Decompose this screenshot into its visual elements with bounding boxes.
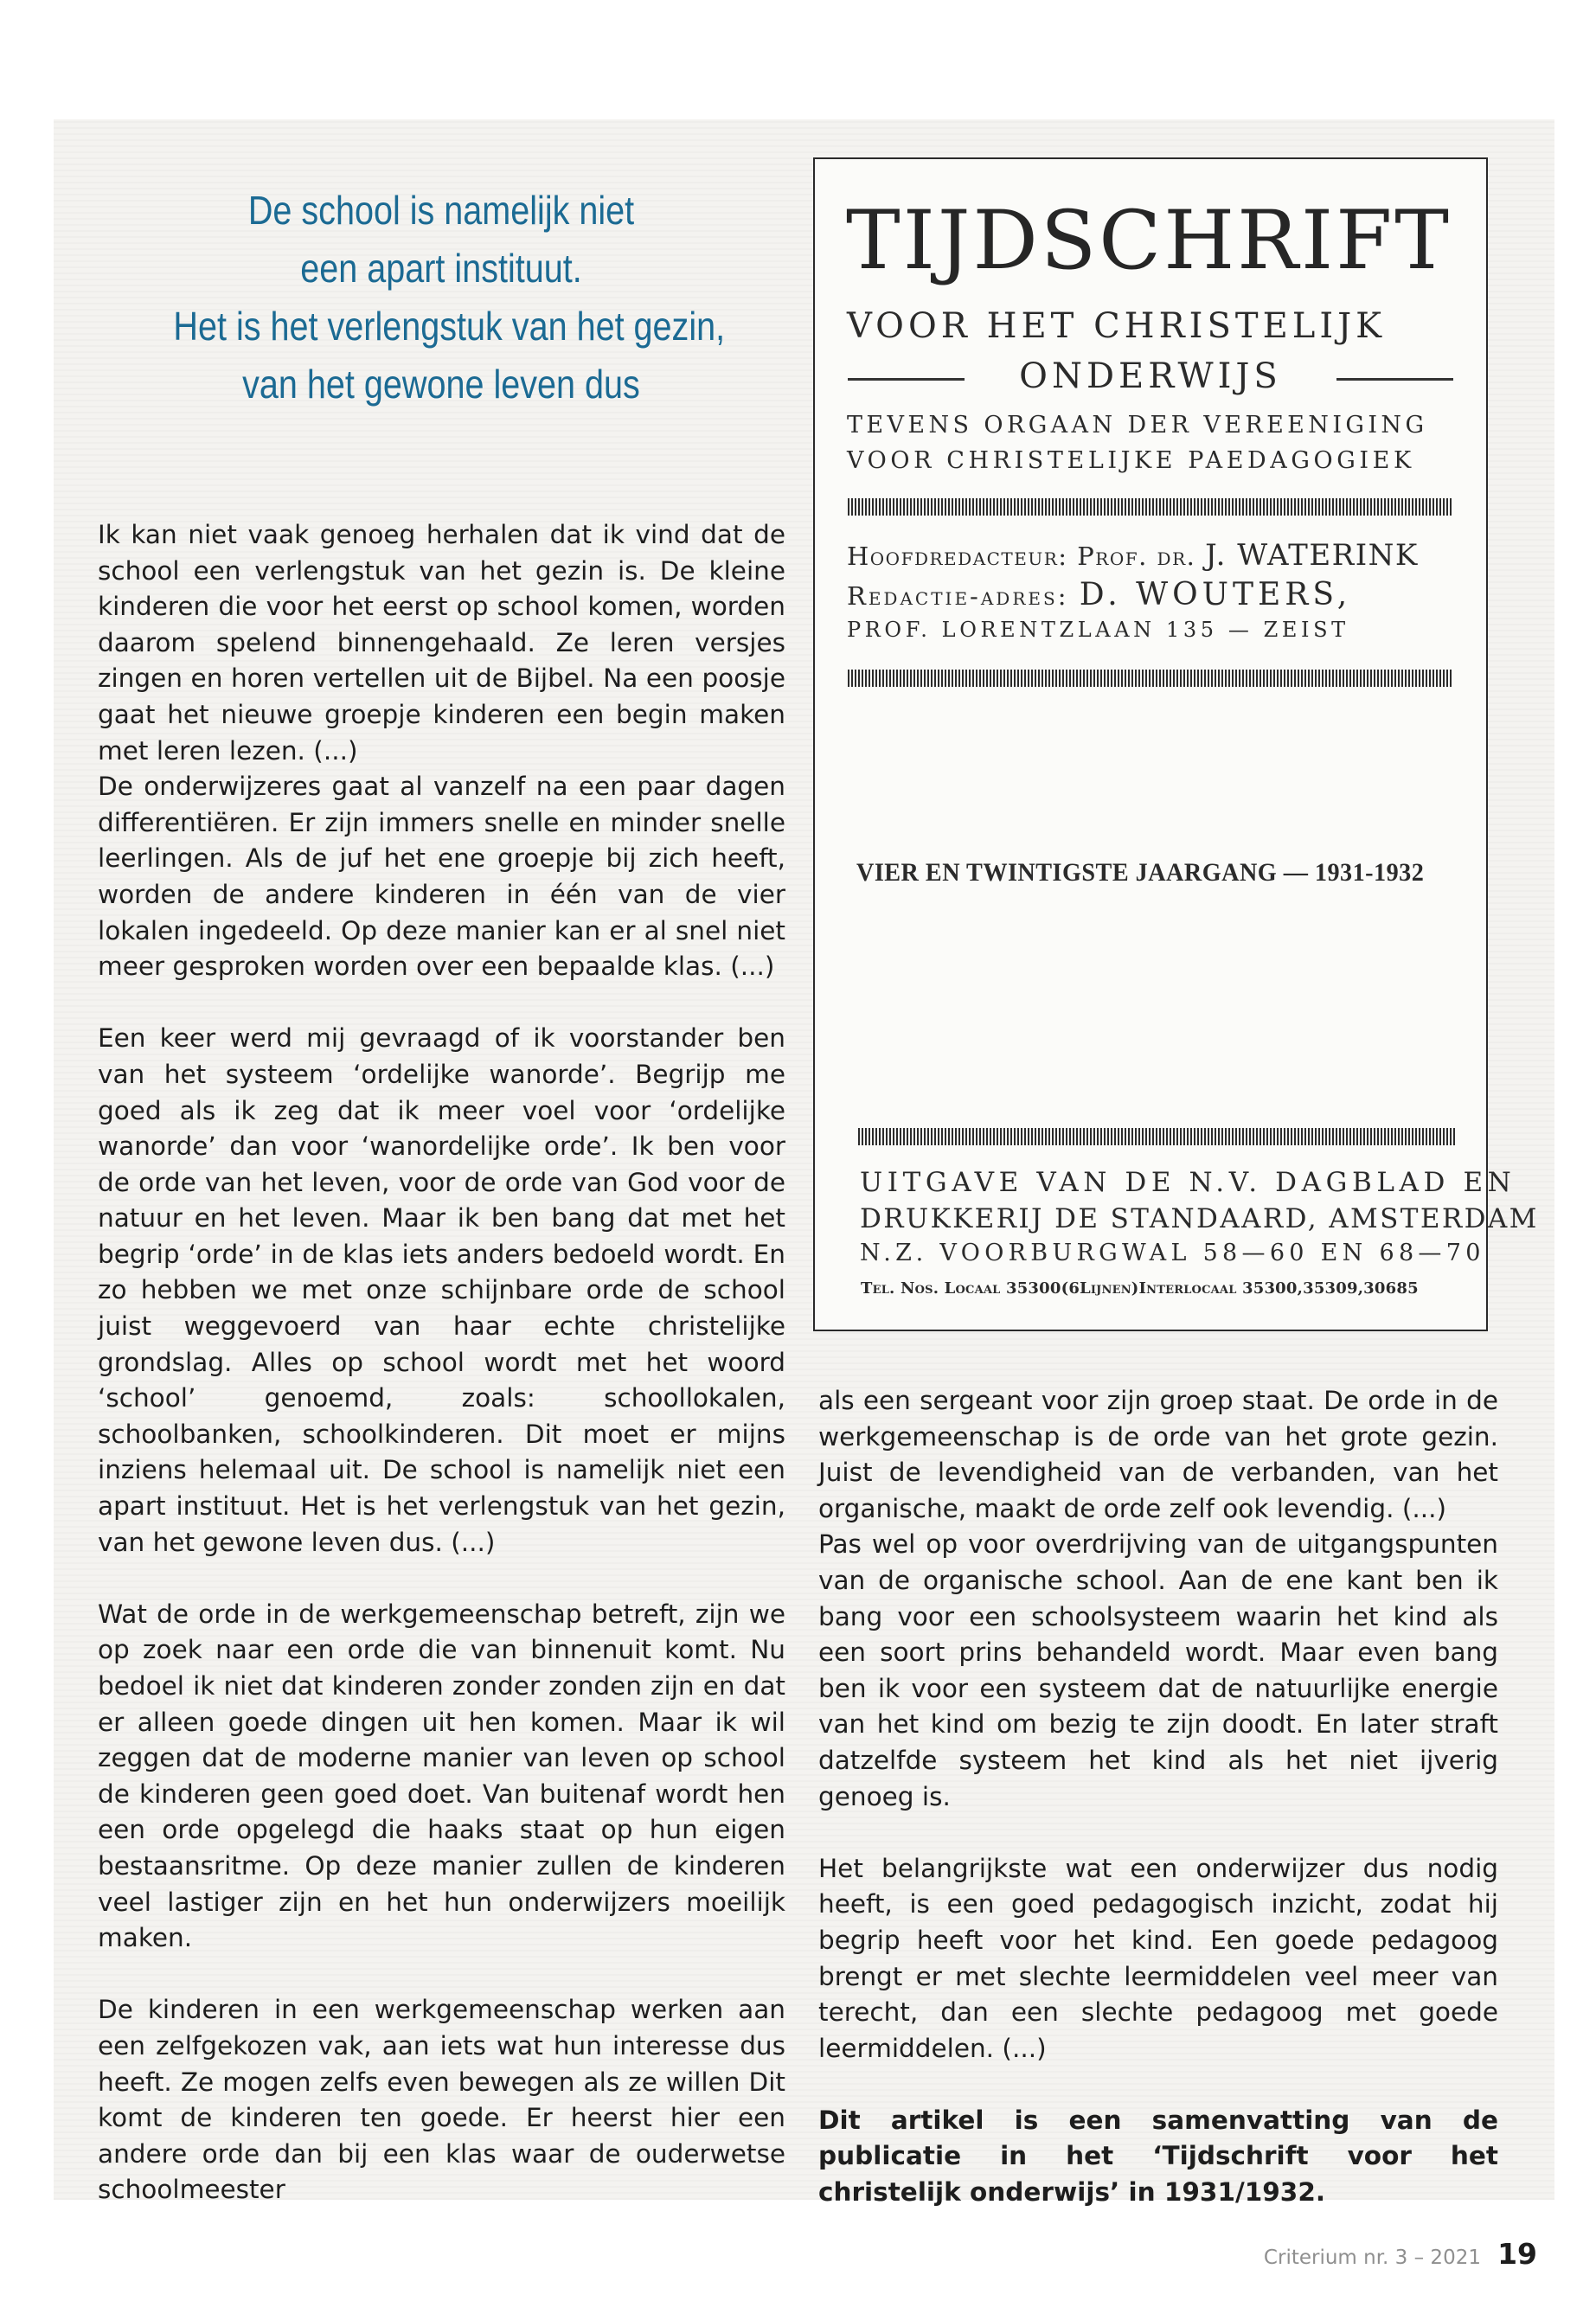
pull-quote-line: van het gewone leven dus <box>242 362 640 407</box>
cover-address <box>847 577 1351 612</box>
left-column <box>98 517 785 2208</box>
cover-organ-line1: TEVENS ORGAAN DER VEREENIGING <box>847 412 1428 439</box>
cover-phone: Tel. Nos. Locaal 35300(6Lijnen)Interlocaal 35300,35309,30685 <box>861 1279 1419 1298</box>
cover-rule-left <box>848 378 965 381</box>
paragraph: Wat de orde in de werkgemeenschap betreft, zijn we op zoek naar een orde die van binnenuit komt. Nu bedoel ik niet dat kinderen zonder zonden zijn en dat er alleen goede dingen uit hen komen. Maar ik wil zeggen dat de moderne manier van leven op school de kinderen geen goed doet. Van buitenaf wordt hen een orde opgelegd die haaks staat op hun eigen bestaansritme. Op deze manier zullen de kinderen veel lastiger zijn en het hun onderwijzers moeilijk maken. <box>98 1599 785 1953</box>
paragraph: als een sergeant voor zijn groep staat. De orde in de werkgemeenschap is de orde van het grote gezin. Juist de levendigheid van de verbanden, van het organische, maakt de orde zelf ook levendig. (...) <box>818 1386 1498 1523</box>
magazine-issue: Criterium nr. 3 – 2021 <box>1263 2247 1481 2269</box>
page-footer <box>1264 2237 1537 2271</box>
cover-subtitle-line2: ONDERWIJS <box>1019 356 1282 396</box>
cover-ornament-bar <box>858 1128 1455 1145</box>
cover-subtitle-row <box>848 356 1453 400</box>
paragraph-gap <box>98 1561 785 1597</box>
cover-ornament-bar <box>848 498 1453 516</box>
page-number: 19 <box>1497 2237 1537 2271</box>
pull-quote-line: De school is namelijk niet <box>247 188 635 233</box>
cover-publisher-line1: UITGAVE VAN DE N.V. DAGBLAD EN <box>860 1167 1516 1198</box>
cover-publisher-line2: DRUKKERIJ DE STANDAARD, AMSTERDAM <box>860 1203 1539 1234</box>
cover-address-street: PROF. LORENTZLAAN 135 — ZEIST <box>847 618 1349 642</box>
cover-editor-name: J. WATERINK <box>1205 538 1419 573</box>
cover-rule-right <box>1336 378 1453 381</box>
cover-organ-line2: VOOR CHRISTELIJKE PAEDAGOGIEK <box>847 447 1415 474</box>
paragraph-gap <box>98 1957 785 1993</box>
paragraph: De kinderen in een werkgemeenschap werken aan een zelfgekozen vak, aan iets wat hun interesse dus heeft. Ze mogen zelfs even bewegen als ze willen Dit komt de kinderen ten goede. Er heerst hier een andere orde dan bij een klas waar de ouderwetse schoolmeester <box>98 1995 785 2205</box>
closing-note: Dit artikel is een samenvatting van de publicatie in het ‘Tijdschrift voor het christelijk onderwijs’ in 1931/1932. <box>818 2105 1498 2208</box>
cover-volume: VIER EN TWINTIGSTE JAARGANG — 1931-1932 <box>856 858 1425 887</box>
pull-quote-line: Het is het verlengstuk van het gezin, <box>173 304 726 349</box>
paragraph: De onderwijzeres gaat al vanzelf na een paar dagen differentiëren. Er zijn immers snelle en minder snelle leerlingen. Als de juf het ene groepje bij zich heeft, worden de andere kinderen in één van de vier lokalen ingedeeld. Op deze manier kan er al snel niet meer gesproken worden over een bepaalde klas. (...) <box>98 772 785 982</box>
paragraph-gap <box>818 1815 1498 1851</box>
paragraph: Pas wel op voor overdrijving van de uitgangspunten van de organische school. Aan de ene kant ben ik bang voor een schoolsysteem waarin het kind als een soort prins behandeld wordt. Maar even bang ben ik voor een systeem dat de natuurlijke energie van het kind om bezig te zijn doodt. En later straft datzelfde systeem het kind als het niet ijverig genoeg is. <box>818 1529 1498 1811</box>
paragraph: Het belangrijkste wat een onderwijzer dus nodig heeft, is een goed pedagogisch inzicht, zodat hij begrip heeft voor het kind. Een goede pedagoog brengt er met slechte leermiddelen veel meer van terecht, dan een slechte pedagoog met goede leermiddelen. (...) <box>818 1853 1498 2063</box>
cover-title: TIJDSCHRIFT <box>846 194 1452 288</box>
cover-ornament-bar <box>848 670 1453 687</box>
paragraph-gap <box>818 2067 1498 2103</box>
cover-editor <box>847 538 1419 573</box>
paragraph: Een keer werd mij gevraagd of ik voorstander ben van het systeem ‘ordelijke wanorde’. Begrijp me goed als ik zeg dat ik meer voel voor ‘ordelijke wanorde’ dan voor ‘wanordelijke orde’. Ik ben voor de orde van het leven, voor de orde van God voor de natuur en het leven. Maar ik ben bang dat met het begrip ‘orde’ in de klas iets anders bedoeld wordt. En zo hebben we met onze schijnbare orde de school juist weggevoerd van haar echte christelijke grondslag. Alles op school wordt met het woord ‘school’ genoemd, zoals: schoollokalen, schoolbanken, schoolkinderen. Dit moet er mijns inziens helemaal uit. De school is namelijk niet een apart instituut. Het is het verlengstuk van het gezin, van het gewone leven dus. (...) <box>98 1023 785 1557</box>
pull-quote <box>130 182 753 413</box>
cover-address-label: Redactie-adres: <box>847 581 1069 611</box>
pull-quote-line: een apart instituut. <box>300 246 582 291</box>
cover-address-name: D. WOUTERS, <box>1079 577 1352 612</box>
paragraph-gap <box>98 985 785 1022</box>
magazine-cover-image <box>813 157 1539 1331</box>
right-column <box>818 1383 1498 2211</box>
cover-subtitle-line1: VOOR HET CHRISTELIJK <box>847 306 1387 346</box>
cover-publisher-line3: N.Z. VOORBURGWAL 58—60 EN 68—70 <box>860 1240 1485 1266</box>
paragraph: Ik kan niet vaak genoeg herhalen dat ik vind dat de school een verlengstuk van het gezin is. De kleine kinderen die voor het eerst op school komen, worden daarom spelend binnengehaald. Ze leren versjes zingen en horen vertellen uit de Bijbel. Na een poosje gaat het nieuwe groepje kinderen een begin maken met leren lezen. (...) <box>98 520 785 766</box>
cover-editor-label: Hoofdredacteur: Prof. dr. <box>847 542 1196 571</box>
